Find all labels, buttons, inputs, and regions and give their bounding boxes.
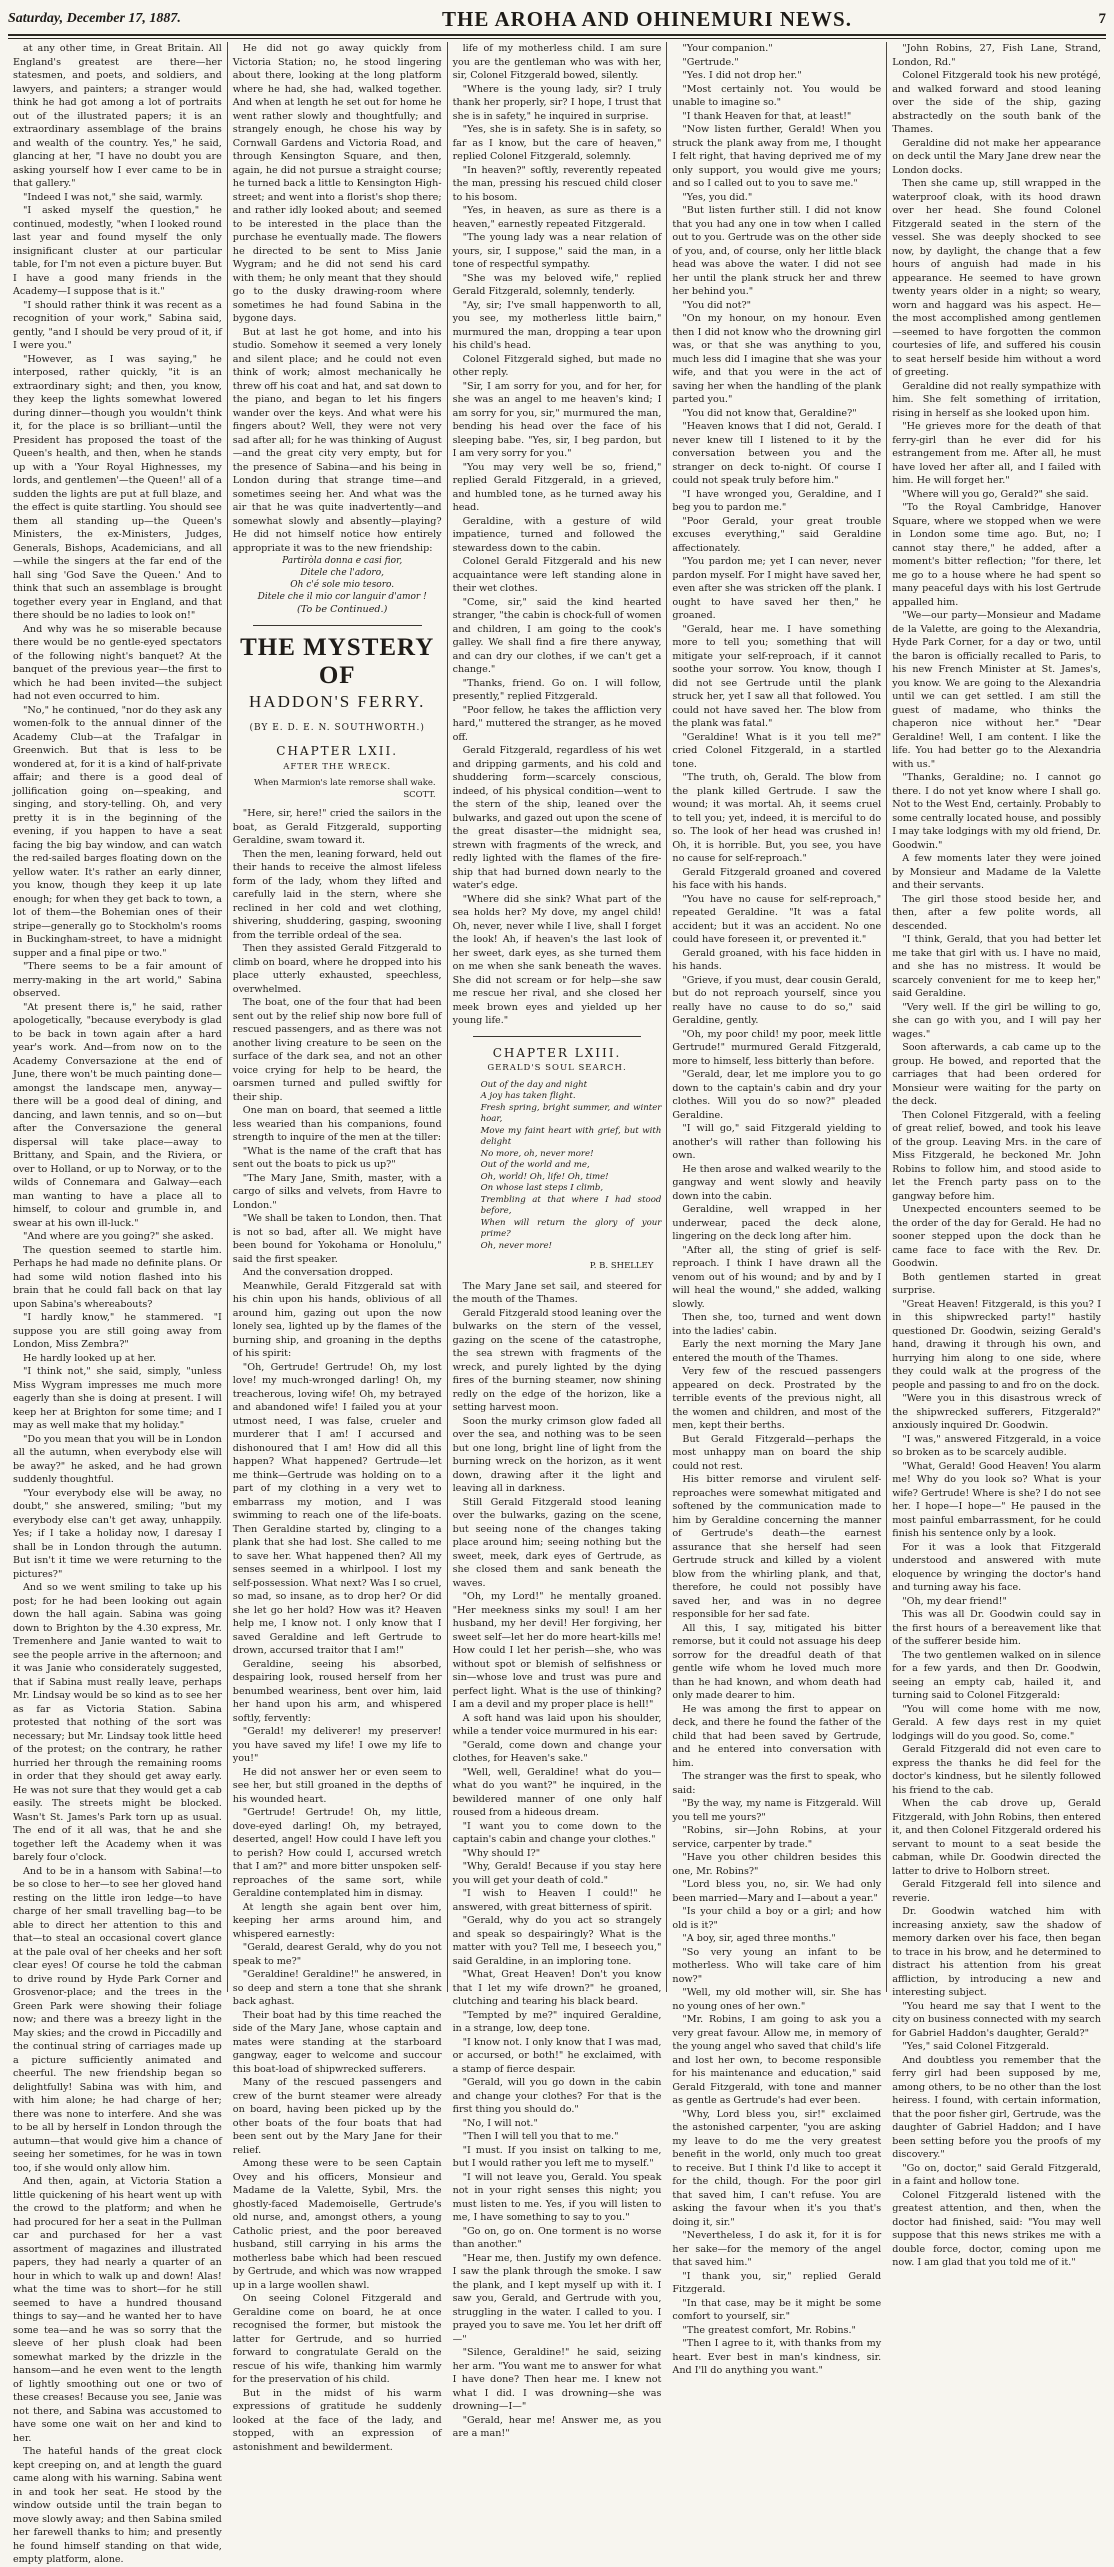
paragraph: "Then I will tell you that to me.": [462, 2131, 619, 2142]
paragraph: But Gerald Fitzgerald—perhaps the most unhappy man on board the ship could not rest.: [672, 1433, 882, 1472]
paragraph: "Gerald, will you go down in the cabin and change your clothes? For that is the first thing you should do.": [452, 2077, 662, 2115]
paragraph: "In that case, may be it might be some comfort to yourself, sir.": [672, 2297, 882, 2322]
paragraph: Fresh spring, bright summer, and winter hoar,: [480, 1102, 662, 1124]
paragraph: "Robins, sir—John Robins, at your service, carpenter by trade.": [672, 1825, 882, 1850]
to-be-continued: (To be Continued.): [297, 604, 388, 615]
paragraph: He was among the first to appear on deck, and there he found the father of the child that had been saved by Gertrude, and he entered into conversation with him.: [672, 1703, 882, 1769]
paragraph: "I should rather think it was recent as a recognition of your work," Sabina said, gently, "and I should be very proud of it, if I were you.": [13, 299, 222, 351]
column-3: [448, 42, 668, 2439]
paragraph: At length she again bent over him, keeping her arms around him, and whispered earnestly:: [232, 1901, 442, 1940]
paragraph: And then, again, at Victoria Station a little quickening of his heart went up with the crowd to the platform; and when he had procured for her a seat in the Pullman car and purchased for her a vast assortment of magazines and illustrated papers, they had nearly a quarter of an hour in which to walk up and down! Alas! what the time was to short—for he still seemed to have a hundred thousand things to say—and he wanted her to have some tea—and he was so sorry that the sleeve of her plush cloak had been somewhat marked by the drizzle in the hansom—and he even went to the length of lightly smoothing out one or two of these creases! Because you see, Janie was not there, and Sabina was accustomed to have some one wait on her and kind to her.: [13, 2176, 222, 2444]
paragraph: "Oh, my Lord!" he mentally groaned. "Her meekness sinks my soul! I am her husband, my her devil! Her forgiving, her sweet self—let her do more heart-kills me! How could I let her perish—she, who was without spot or blemish of selfishness or sin—whose love and trust was pure and perfect light. What is the use of thinking? I am a devil and my proper place is hell!": [452, 1591, 662, 1710]
paragraph: "She was my beloved wife," replied Gerald Fitzgerald, solemnly, tenderly.: [452, 272, 662, 297]
chapter-heading: CHAPTER LXII.: [276, 744, 399, 758]
paragraph: "Yes, she is in safety. She is in safety, so far as I know, but the care of heaven," replied Colonel Fitzgerald, solemnly.: [452, 124, 662, 162]
paragraph: Partiròla donna e casi fior,: [282, 556, 403, 566]
paragraph: Gerald Fitzgerald did not even care to express the thanks he did feel for the doctor's kindness, but he silently followed his friend to the cab.: [892, 1744, 1101, 1796]
paragraph: He did not answer her or even seem to see her, but still groaned in the depths of his wounded heart.: [232, 1766, 442, 1805]
paragraph: Move my faint heart with grief, but with delight: [480, 1125, 662, 1147]
paragraph: "At present there is," he said, rather apologetically, "because everybody is glad to be back in town again after a hard year's work. And—from now on to the Academy Conversazione at the end of June, there won't be much painting done—amongst the landscape men, anyway—there will be a good deal of dining, and dancing, and lawn tennis, and so on—but after the Conversazione the general dispersal will take place—away to Brittany, and Spain, and the Riviera, or over to Holland, or up to Norway, or to the wilds of Connemara and Galway—each man wanting to have a place all to himself, to colour and grumble in, and swear at his own ill-luck.": [13, 1001, 222, 1229]
paragraph: "Yes," said Colonel Fitzgerald.: [902, 2041, 1050, 2052]
paragraph: Early the next morning the Mary Jane entered the mouth of the Thames.: [672, 1339, 882, 1364]
paragraph: "What, Gerald! Good Heaven! You alarm me! Why do you look so? What is your wife? Gertrude! Where is she? I do not see her. I hope—I hope—" He paused in the most painful embarrassment, for he could finish his sentence only by a look.: [892, 1460, 1101, 1539]
paragraph: "Gerald, why do you act so strangely and speak so despairingly? What is the matter with you? Tell me, I beseech you," said Geraldine, in an imploring tone.: [452, 1915, 662, 1967]
paragraph: "Why, Gerald! Because if you stay here you will get your death of cold.": [452, 1861, 662, 1886]
page-number: 7: [1098, 10, 1106, 27]
paragraph: But in the midst of his warm expressions of gratitude he suddenly looked at the face of the lady, and stopped, with an expression of astonishment and bewilderment.: [232, 2387, 442, 2453]
paragraph: "There seems to be a fair amount of merry-making in the art world," Sabina observed.: [13, 961, 222, 999]
paragraph: Dr. Goodwin watched him with increasing anxiety, saw the shadow of memory darken over his face, then began to trace in his brow, and he determined to distract his attention from his great affliction, by introducing a new and interesting subject.: [892, 1906, 1101, 1998]
paragraph: "You did not know that, Geraldine?": [682, 407, 857, 419]
paragraph: "I hardly know," he stammered. "I suppose you are still going away from London, Miss Zembra?": [13, 1312, 222, 1350]
paragraph: "You may very well be so, friend," replied Gerald Fitzgerald, in a grieved, and humbled tone, as he turned away his head.: [452, 461, 662, 513]
paragraph: And why was he so miserable because there would be no gentle-eyed spectators of the following night's banquet? At the banquet of the previous year—the first to which he had been invited—the subject had not even occurred to him.: [13, 623, 222, 702]
paragraph: "Gerald, dearest Gerald, why do you not speak to me?": [232, 1942, 442, 1967]
paragraph: "What, Great Heaven! Don't you know that I let my wife drown?" he groaned, clutching and tearing his black beard.: [452, 1969, 662, 2007]
paragraph: "Tempted by me?" inquired Geraldine, in a strange, low, deep tone.: [452, 2009, 662, 2034]
paragraph: "Grieve, if you must, dear cousin Gerald, but do not reproach yourself, since you really have no cause to do so," said Geraldine, gently.: [672, 974, 882, 1026]
chapter-heading-2: CHAPTER LXIII.: [492, 1045, 622, 1060]
paragraph: "Is your child a boy or a girl; and how old is it?": [672, 1906, 882, 1931]
paragraph: "Indeed I was not," she said, warmly.: [23, 191, 203, 203]
paragraph: Geraldine did not make her appearance on deck until the Mary Jane drew near the London docks.: [892, 137, 1101, 176]
column-5: [887, 42, 1106, 2268]
paragraph: "Where is the young lady, sir? I truly thank her properly, sir? I hope, I trust that she is in safety," he inquired in surprise.: [452, 83, 662, 122]
paragraph: "You did not?": [682, 299, 752, 311]
paragraph: The Mary Jane set sail, and steered for the mouth of the Thames.: [452, 1280, 662, 1305]
paragraph: Geraldine, with a gesture of wild impatience, turned and followed the stewardess down to the cabin.: [452, 515, 662, 554]
paragraph: "Sir, I am sorry for you, and for her, for she was an angel to me heaven's kind; I am sorry for you, sir," murmured the man, bending his head over the face of his sleeping babe. "Yes, sir, I beg pardon, but I am very sorry for you.": [452, 380, 662, 459]
paragraph: "Go on, go on. One torment is no worse than another.": [452, 2225, 662, 2250]
paragraph: A joy has taken flight.: [480, 1091, 576, 1101]
paragraph: "Poor Gerald, your great trouble excuses everything," said Geraldine affectionately.: [672, 515, 882, 554]
paragraph: Then they assisted Gerald Fitzgerald to climb on board, where he dropped into his place utterly exhausted, speechless, overwhelmed.: [232, 943, 442, 995]
paragraph: "Very well. If the girl be willing to go, she can go with you, and I will pay her wages.": [892, 1001, 1101, 1040]
paragraph: "Do you mean that you will be in London all the autumn, when everybody else will be away?" he asked, and he had grown suddenly thoughtful.: [13, 1433, 222, 1485]
paragraph: "And where are you going?" she asked.: [23, 1231, 214, 1242]
paragraph: And to be in a hansom with Sabina!—to be so close to her—to see her gloved hand resting on the little iron ledge—to have charge of her small travelling bag—to be able to direct her attention to this and that—to steal an occasional covert glance at the pale oval of her cheeks and her soft clear eyes! Of course he told the cabman to drive round by Hyde Park Corner and Grosvenor-place; and the trees in the Green Park were showing their foliage now; and there was a breezy light in the May skies; and the crowd in Piccadilly and the continual string of carriages made up a picture sufficiently animated and cheerful. The new friendship began so delightfully! Sabina was with him, and with him alone; he had charge of her; there was none to interfere. And she was to be all by herself in London through the autumn—that would give him a chance of seeing her sometimes, for he was in town too, if she would only allow him.: [13, 1865, 222, 2174]
paragraph: Colonel Fitzgerald listened with the greatest attention, and then, when the doctor had finished, said: "You may well suppose that this news strikes me with a double force, doctor, coming upon me now. I am glad that you told me of it.": [892, 2189, 1101, 2268]
paragraph: A soft hand was laid upon his shoulder, while a tender voice murmured in his ear:: [452, 1712, 662, 1737]
paragraph: And so we went smiling to take up his post; for he had been looking out again down the hall again. Sabina was going down to Brighton by the 4.30 express, Mr. Tremenhere and Janie wanted to wait to see the people arrive in the afternoon; and it was Janie who considerately suggested, that if Sabina must really leave, perhaps Mr. Lindsay would be so kind as to see her as far as Victoria Station. Sabina protested that nothing of the sort was necessary; but Mr. Lindsay took little heed of the protest; on the contrary, he rather hurried her through the remaining rooms in order that they should get away early. He was not sure that they would get a cab easily. The streets might be blocked. Wasn't St. James's Park torn up as usual. The end of it all was, that he and she together left the Academy when it was barely four o'clock.: [13, 1582, 222, 1863]
masthead-rule: [8, 38, 1106, 39]
paragraph: "Well, well, Geraldine! what do you—what do you want?" he inquired, in the bewildered manner of one only half roused from a hideous dream.: [452, 1766, 662, 1818]
paragraph: And the conversation dropped.: [242, 1267, 394, 1278]
paragraph: "On my honour, on my honour. Even then I did not know who the drowning girl was, or that she was anything to you, much less did I imagine that she was your wife, and that you were in the act of saving her when the handling of the plank parted you.": [672, 313, 882, 405]
serial-text-col3-top: [453, 42, 662, 1028]
paragraph: Gerald Fitzgerald fell into silence and reverie.: [892, 1879, 1101, 1904]
paragraph: The two gentlemen walked on in silence for a few yards, and then Dr. Goodwin, seeing an empty cab, hailed it, and turning said to Colonel Fitzgerald:: [892, 1649, 1101, 1701]
paragraph: "You pardon me; yet I can never, never pardon myself. For I might have saved her, even after she was stricken off the plank. I ought to have saved her then," he groaned.: [672, 556, 882, 621]
paragraph: "Geraldine! What is it you tell me?" cried Colonel Fitzgerald, in a startled tone.: [672, 731, 882, 770]
paragraph: And doubtless you remember that the ferry girl had been supposed by me, among others, to be no other than the lost heiress. I found, with certain information, that the poor fisher girl, Gertrude, was the daughter of Gabriel Haddon; and I have been setting before you the proofs of my discovery.": [892, 2054, 1101, 2160]
paragraph: A few moments later they were joined by Monsieur and Madame de la Valette and their servants.: [892, 853, 1101, 891]
paragraph: "After all, the sting of grief is self-reproach. I think I have drawn all the venom out of his wound; and by and by I will heal the wound," she added, walking slowly.: [672, 1244, 882, 1310]
story-byline: (BY E. D. E. N. SOUTHWORTH.): [249, 722, 425, 733]
paragraph: "I will go," said Fitzgerald yielding to another's will rather than following his own.: [672, 1123, 882, 1161]
paragraph: "I thank Heaven for that, at least!": [682, 110, 852, 122]
paragraph: "Go on, doctor," said Gerald Fitzgerald, in a faint and hollow tone.: [892, 2162, 1101, 2187]
paragraph: "Well, my old mother will, sir. She has no young ones of her own.": [672, 1987, 882, 2012]
paragraph: "I thank you, sir," replied Gerald Fitzgerald.: [672, 2270, 882, 2295]
story-subtitle: HADDON'S FERRY.: [249, 691, 426, 711]
paragraph: "Great Heaven! Fitzgerald, is this you? I in this shipwrecked party!" hastily questioned Dr. Goodwin, seizing Gerald's hand, drawing it through his own, and hurrying him along to one side, where they could walk at the progress of the people and passing to and fro on the dock.: [892, 1298, 1101, 1391]
paragraph: "I think not," she said, simply, "unless Miss Wygram impresses me much more eagerly than she is doing at present. I will keep her at Brighton for some time; and I may as well make that my holiday.": [13, 1366, 222, 1431]
paragraph: "Ay, sir; I've small happenworth to all, you see, my motherless little bairn," murmured the man, dropping a tear upon his child's head.: [452, 299, 662, 351]
paragraph: Gerald groaned, with his face hidden in his hands.: [672, 947, 882, 972]
paragraph: "Lord bless you, no, sir. We had only been married—Mary and I—about a year.": [672, 1879, 882, 1904]
paragraph: "Geraldine! Geraldine!" he answered, in so deep and stern a tone that she shrank back aghast.: [232, 1969, 442, 2007]
column-4: [667, 42, 887, 2376]
paragraph: This was all Dr. Goodwin could say in the first hours of a bereavement like that of the sufferer beside him.: [892, 1609, 1101, 1647]
serial-text-col4: [672, 42, 881, 2378]
paragraph: "I will not leave you, Gerald. You speak not in your right senses this night; you must listen to me. Yes, if you will listen to me, I have something to say to you.": [452, 2171, 662, 2223]
paragraph: Oh c'é sole mio tesoro.: [290, 580, 395, 590]
paragraph: "I was," answered Fitzgerald, in a voice so broken as to be scarcely audible.: [892, 1433, 1101, 1458]
serial-text-col5: [892, 42, 1101, 2270]
paragraph: The hateful hands of the great clock kept creeping on, and at length the guard came along with his warning. Sabina went in and took her seat. He stood by the window outside until the train began to move slowly away; and then Sabina smiled her farewell thanks to him; and presently he found himself standing on that wide, empty platform, alone.: [13, 2446, 222, 2565]
paragraph: He then arose and walked wearily to the gangway and went slowly and heavily down into the cabin.: [672, 1163, 882, 1202]
serial-text-col2-bottom: [233, 807, 442, 2454]
paragraph: "Nevertheless, I do ask it, for it is for her sake—for the memory of the angel that saved him.": [672, 2230, 882, 2268]
paragraph: "I have wronged you, Geraldine, and I beg you to pardon me.": [672, 488, 882, 513]
paragraph: "Now listen further, Gerald! When you struck the plank away from me, I thought I felt right, that having deprived me of my only support, you would give me yours; and so I called out to you to save me.": [672, 124, 882, 189]
paragraph: "Heaven knows that I did not, Gerald. I never knew till I listened to it by the conversation between you and the stranger on deck to-night. Of course I could not speak truly before him.": [672, 421, 882, 486]
paragraph: Gerald Fitzgerald, regardless of his wet and dripping garments, and his cold and shuddering form—scarcely conscious, indeed, of his physical condition—went to the stern of the ship, leaned over the bulwarks, and gazed out upon the scene of the great disaster—the midnight sea, strewn with fragments of the wreck, and redly lighted with the flames of the fire-ship that had burned down nearly to the water's edge.: [452, 745, 662, 891]
paragraph: "You will come home with me now, Gerald. A few days rest in my quiet lodgings will do you good. So, come.": [892, 1703, 1101, 1742]
paragraph: When will return the glory of your prime?: [480, 1217, 662, 1239]
paragraph: "Oh, Gertrude! Gertrude! Oh, my lost love! my much-wronged darling! Oh, my treacherous, loving wife! Oh, my betrayed and abandoned wife! I failed you at your utmost need, I was false, crueler and murderer that I am! I accursed and dishonoured that I am! How did all this happen? What happened? Gertrude—let me think—Gertrude was holding on to a part of my clothing in a very wet to embarrass my motion, and I was swimming to reach one of the life-boats. Then Geraldine started by, clinging to a plank that she had lost. She called to me to save her. What happened then? All my senses seemed in a whirlpool. I lost my self-possession. What next? Was I so cruel, so mad, so insane, as to drop her? Or did she let go her hold? How was it? Heaven help me, I know not. I only know that I saved Geraldine and left Gertrude to drown, accursed traitor that I am!": [232, 1361, 442, 1656]
paragraph: "Gerald! my deliverer! my preserver! you have saved my life! I owe my life to you!": [232, 1726, 442, 1764]
paragraph: He hardly looked up at her.: [23, 1352, 156, 1364]
paragraph: The boat, one of the four that had been sent out by the relief ship now bore full of rescued passengers, and as there was not another living creature to be seen on the surface of the dark sea, and not an other voice crying for help to be heard, the oarsmen turned and pulled swiftly for their ship.: [232, 997, 442, 1103]
paragraph: "Oh, my dear friend!": [902, 1595, 1007, 1607]
paragraph: Their boat had by this time reached the side of the Mary Jane, whose captain and mates were standing at the starboard gangway, eager to welcome and succour this boat-load of shipwrecked sufferers.: [232, 2009, 442, 2075]
paragraph: Then she came up, still wrapped in the waterproof cloak, with its hood drawn over her head. She found Colonel Fitzgerald seated in the stern of the vessel. She was deeply shocked to see now, by daylight, the change that a few hours of anguish had made in his appearance. He seemed to have grown twenty years older in a night; so weary, worn and haggard was his aspect. He—the most accomplished among gentlemen—seemed to have forgotten the common courtesies of life, and suffered his cousin to seat herself beside him without a word of greeting.: [892, 178, 1101, 378]
paragraph: "Come, sir," said the kind hearted stranger, "the cabin is chock-full of women and children, I am going to the cook's galley. We shall find a fire there anyway, and can dry our clothes, if we can't get a change.": [452, 596, 662, 675]
paragraph: "Gerald, hear me! Answer me, as you are a man!": [452, 2414, 662, 2439]
paragraph: Gerald Fitzgerald groaned and covered his face with his hands.: [672, 866, 882, 891]
poem-attribution: P. B. SHELLEY: [589, 1261, 654, 1271]
paragraph: When the cab drove up, Gerald Fitzgerald, with John Robins, then entered it, and then Colonel Fitzgerald ordered his servant to mount to a seat beside the cabman, while Dr. Goodwin directed the latter to drive to Holborn street.: [892, 1798, 1101, 1877]
serial-text-col2-top: [233, 42, 442, 555]
paragraph: Then Colonel Fitzgerald, with a feeling of great relief, bowed, and took his leave of the group. Leaving Mrs. in the care of Miss Fitzgerald, he beckoned Mr. John Robins to follow him, and stood aside to let the French party pass on to the gangway before him.: [892, 1109, 1101, 1202]
chapter-divider: [473, 1036, 642, 1037]
paragraph: The question seemed to startle him. Perhaps he had made no definite plans. Or had some wild notion flashed into his brain that he could fall back on that lay upon Sabina's whereabouts?: [13, 1244, 222, 1310]
chapter-epigraph: [233, 778, 442, 801]
paragraph: "By the way, my name is Fitzgerald. Will you tell me yours?": [672, 1798, 882, 1823]
paragraph: life of my motherless child. I am sure you are the gentleman who was with her, sir, Colonel Fitzgerald bowed, silently.: [452, 43, 662, 81]
paragraph: "Thanks, friend. Go on. I will follow, presently," replied Fitzgerald.: [452, 677, 662, 702]
paragraph: "Gerald, come down and change your clothes, for Heaven's sake.": [452, 1739, 662, 1764]
paragraph: "Oh, my poor child! my poor, meek little Gertrude!" murmured Gerald Fitzgerald, more to himself, less bitterly than before.: [672, 1028, 882, 1067]
paragraph: Among these were to be seen Captain Ovey and his officers, Monsieur and Madame de la Valette, Sybil, Mrs. the ghostly-faced Mademoiselle, Gertrude's old nurse, and, amongst others, a young Catholic priest, and the poor bereaved husband, still carrying in his arms the motherless babe which had been rescued by Gertrude, and which was now wrapped up in a large woollen shawl.: [232, 2158, 442, 2291]
paragraph: "Have you other children besides this one, Mr. Robins?": [672, 1852, 882, 1877]
paragraph: The girl those stood beside her, and then, after a few polite words, all descended.: [892, 893, 1101, 932]
paragraph: "No, I will not.": [462, 2117, 538, 2129]
paragraph: "You heard me say that I went to the city on business connected with my search for Gabriel Haddon's daughter, Gerald?": [892, 2000, 1101, 2039]
paragraph: Colonel Fitzgerald sighed, but made no other reply.: [452, 353, 662, 378]
paragraph: Colonel Fitzgerald took his new protégé, and walked forward and stood leaning over the side of the ship, gazing abstractedly on the south bank of the Thames.: [892, 70, 1101, 135]
paragraph: "John Robins, 27, Fish Lane, Strand, London, Rd.": [892, 43, 1101, 68]
paragraph: Many of the rescued passengers and crew of the burnt steamer were already on board, having been picked up by the other boats of the four boats that had been sent out by the Mary Jane for their relief.: [232, 2077, 442, 2156]
paragraph: Out of the day and night: [480, 1079, 588, 1090]
columns: [8, 42, 1106, 2565]
paragraph: "Mr. Robins, I am going to ask you a very great favour. Allow me, in memory of the young angel who saved that child's life and lost her own, to become responsible for his maintenance and education," said Gerald Fitzgerald, with tone and manner as gentle as Gertrude's had ever been.: [672, 2014, 882, 2106]
paragraph: Trembling at that where I had stood before,: [480, 1194, 662, 1216]
paragraph: "Where did she sink? What part of the sea holds her? My dove, my angel child! Oh, never, never while I live, shall I forget the look! Ah, if heaven's the last look of her sweet, dark eyes, as she turned them on me when she sank beneath the waves. She did not scream or for help—she saw me rescue her rival, and she closed her meek brown eyes and yielded up her young life.": [452, 893, 662, 1026]
paragraph: "To the Royal Cambridge, Hanover Square, where we stopped when we were in London some time ago. But, no; I cannot stay there," he added, after a moment's bitter reflection; "for there, let me go to a house where he had spent so many peaceful days with his lost Gertrude appalled him.: [892, 502, 1101, 608]
paragraph: at any other time, in Great Britain. All England's greatest are there—her statesmen, and poets, and soldiers, and lawyers, and painters; a stranger would think he had got among a lot of portraits out of the illustrated papers; it is an extraordinary assemblage of the brains and wealth of the country. Yes," he said, glancing at her, "I have no doubt you are asking yourself how I ever came to be in that gallery.": [13, 43, 222, 189]
paragraph: "Most certainly not. You would be unable to imagine so.": [672, 83, 882, 108]
paragraph: "Poor fellow, he takes the affliction very hard," muttered the stranger, as he moved off.: [452, 704, 662, 743]
paragraph: "I know not. I only know that I was mad, or accursed, or both!" he exclaimed, with a stamp of fierce despair.: [452, 2036, 662, 2075]
paragraph: Geraldine did not really sympathize with him. She felt something of irritation, rising in herself as she looked upon him.: [892, 380, 1101, 419]
paragraph: "I asked myself the question," he continued, modestly, "when I looked round last year and found myself the only insignificant cluster at our particular table, for I'm not even a picture buyer. But I have a good many friends in the Academy—I suppose that is it.": [13, 205, 222, 297]
paragraph: "Yes, in heaven, as sure as there is a heaven," earnestly repeated Fitzgerald.: [452, 205, 662, 230]
section-divider: [253, 625, 422, 626]
italian-verse: [233, 555, 442, 603]
paragraph: "What is the name of the craft that has sent out the boats to pick us up?": [232, 1145, 442, 1170]
paragraph: Very few of the rescued passengers appeared on deck. Prostrated by the terrible events of the previous night, all the women and children, and most of the men, kept their berths.: [672, 1366, 882, 1431]
paragraph: "I think, Gerald, that you had better let me take that girl with us. I have no maid, and she has no mistress. It would be scarcely convenient for me to keep her," said Geraldine.: [892, 934, 1101, 999]
paragraph: Meanwhile, Gerald Fitzgerald sat with his chin upon his hands, oblivious of all around him, gazing out upon the now lonely sea, lighted up by the flames of the burning ship, and groaning in the depths of his spirit:: [232, 1280, 442, 1359]
paragraph: "Gerald, hear me. I have something more to tell you; something that will mitigate your self-reproach, if it cannot soothe your sorrow. You know, though I did not see Gertrude until the plank struck her, yet I saw all that followed. You could not have saved her. The blow from the plank was fatal.": [672, 623, 882, 729]
column-2: [228, 42, 448, 2453]
paragraph: Ditele che il mio cor languir d'amor !: [257, 592, 427, 602]
paragraph: "Here, sir, here!" cried the sailors in the boat, as Gerald Fitzgerald, supporting Geraldine, swam toward it.: [232, 808, 442, 846]
paragraph: "He grieves more for the death of that ferry-girl than he ever did for his estrangement from me. After all, he must have loved her after all, and I failed with him. He will forget her.": [892, 421, 1101, 486]
paragraph: "I must. If you insist on talking to me, but I would rather you left me to myself.": [452, 2144, 662, 2169]
paragraph: For it was a look that Fitzgerald understood and answered with mute eloquence by wringing the doctor's hand and turning away his face.: [892, 1541, 1101, 1593]
paragraph: The stranger was the first to speak, who said:: [672, 1771, 882, 1796]
paragraph: Colonel Gerald Fitzgerald and his new acquaintance were left standing alone in their wet clothes.: [452, 556, 662, 594]
newspaper-title: THE AROHA AND OHINEMURI NEWS.: [442, 6, 852, 31]
paragraph: Oh, world! Oh, life! Oh, time!: [480, 1171, 609, 1182]
paragraph: "However, as I was saying," he interposed, rather quickly, "it is an extraordinary sight; and then, you know, they keep the lights somewhat lowered during dinner—though you wouldn't think it, for the place is so brilliant—until the President has proposed the toast of the Queen's health, and then, when he stands up with a 'Your Royal Highnesses, my lords, and gentlemen'—the Queen!' all of a sudden the lights are put at full blaze, and the effect is quite startling. You should see them all standing up—the Queen's Ministers, the ex-Ministers, Judges, Generals, Bishops, Academicians, and all—while the singers at the far end of the hall sing 'God Save the Queen.' And to think that such an assemblage is brought together every year in England, and that there should be no ladies to look on!": [13, 353, 222, 621]
paragraph: On whose last steps I climb,: [480, 1183, 604, 1193]
serial-text-col1: [13, 42, 222, 2567]
paragraph: "Gertrude.": [682, 56, 739, 68]
paragraph: "Where will you go, Gerald?" she said.: [902, 488, 1089, 500]
column-1: [8, 42, 228, 2565]
paragraph: "We shall be taken to London, then. That is not so bad, after all. We might have been bound for Yokohama or Honolulu," said the first speaker.: [232, 1213, 442, 1265]
paragraph: "So very young an infant to be motherless. Who will take care of him now?": [672, 1946, 882, 1985]
paragraph: "Yes. I did not drop her.": [682, 70, 802, 81]
paragraph: Then she, too, turned and went down into the ladies' cabin.: [672, 1312, 882, 1337]
paragraph: Ditele che l'adoro,: [300, 568, 384, 578]
paragraph: Geraldine, seeing his absorbed, despairing look, roused herself from her benumbed weariness, bent over him, laid her hand upon his arm, and whispered softly, fervently:: [232, 1658, 442, 1724]
paragraph: "Then I agree to it, with thanks from my heart. Ever best in man's kindness, sir. And I'll do anything you want.": [672, 2338, 882, 2376]
paragraph: "But listen further still. I did not know that you had any one in tow when I called out to you. Gertrude was on the other side of you, and, of course, only her little black head was above the water. I did not see her until the plank struck her and threw her behind you.": [672, 205, 882, 297]
paragraph: "We—our party—Monsieur and Madame de la Valette, are going to the Alexandria, Hyde Park Corner, for a day or two, until the baron is officially recalled to Paris, to his new French Minister at St. James's, you know. We are going to the Alexandria until we can get settled. I am still the guest of madame, who thinks the chaperon nice without her." "Dear Geraldine! Well, I am content. I like the life. You had better go to the Alexandria with us.": [892, 610, 1101, 770]
paragraph: "The young lady was a near relation of yours, sir, I suppose," said the man, in a tone of respectful sympathy.: [452, 232, 662, 270]
paragraph: "I wish to Heaven I could!" he answered, with great bitterness of spirit.: [452, 1888, 662, 1913]
paragraph: "Your everybody else will be away, no doubt," she answered, smiling; "but my everybody else can't get away, unhappily. Yes; if I take a holiday now, I daresay I shall be in London through the autumn. But isn't it time we were returning to the pictures?": [13, 1487, 222, 1580]
paragraph: "A boy, sir, aged three months.": [682, 1933, 836, 1944]
chapter-poem: [453, 1080, 662, 1253]
paragraph: "Thanks, Geraldine; no. I cannot go there. I do not yet know where I shall go. Not to the West End, certainly. Probably to some centrally located house, and possibly I may take lodgings with my old friend, Dr. Goodwin.": [892, 772, 1101, 851]
paragraph: On seeing Colonel Fitzgerald and Geraldine come on board, he at once recognised the former, but mistook the latter for Gertrude, and so hurried forward to congratulate Gerald on the rescue of his wife, thanking him warmly for the preservation of his child.: [232, 2293, 442, 2385]
paragraph: "Why, Lord bless you, sir!" exclaimed the astonished carpenter, "you are asking my leave to do me the very greatest benefit in the world, only much too great to receive. But I think I'd like to accept it for the child, though. For the poor girl that saved him, I can't refuse. You are asking the favour when it's you that's doing it, sir.": [672, 2108, 882, 2228]
issue-date: Saturday, December 17, 1887.: [8, 11, 181, 26]
paragraph: Both gentlemen started in great surprise.: [892, 1271, 1101, 1296]
paragraph: "You have no cause for self-reproach," repeated Geraldine. "It was a fatal accident; but it was an accident. No one could have foreseen it, or prevented it.": [672, 893, 882, 945]
chapter-subheading: AFTER THE WRECK.: [283, 761, 392, 772]
story-title: THE MYSTERY OF: [240, 633, 435, 689]
paragraph: "No," he continued, "nor do they ask any women-folk to the annual dinner of the Academy Club—at the Trafalgar in Greenwich. But that is less to be wondered at, for it is a kind of half-private affair; and there is a good deal of jollification going on—speaking, and singing, and story-telling. Oh, and very pretty it is in the beginning of the evening, if you happen to have a seat facing the big bay window, and can watch the red-sailed barges floating down on the yellow water. It's rather an early dinner, you know, though they keep it up late enough; for when they get back to town, a lot of them—the Bohemian ones of their stripe—generally go to Stockholm's rooms in Buckingham-street, to have a midnight supper and a final pipe or two.": [13, 704, 222, 959]
epigraph-attribution: SCOTT.: [403, 789, 436, 800]
paragraph: No more, oh, never more!: [480, 1148, 594, 1159]
paragraph: Unexpected encounters seemed to be the order of the day for Gerald. He had no sooner stepped upon the dock than he came face to face with the Rev. Dr. Goodwin.: [892, 1204, 1101, 1269]
paragraph: Soon the murky crimson glow faded all over the sea, and nothing was to be seen but one long, bright line of light from the burning wreck on the horizon, as it went down, drawing after it the light and leaving all in darkness.: [452, 1415, 662, 1494]
paragraph: Geraldine, well wrapped in her underwear, paced the deck alone, lingering on the deck long after him.: [672, 1204, 882, 1242]
paragraph: Soon afterwards, a cab came up to the group. He bowed, and reported that the carriages that had been ordered for Monsieur were waiting for the party on the deck.: [892, 1042, 1101, 1107]
paragraph: "Gerald, dear, let me implore you to go down to the captain's cabin and dry your clothes. Will you do so now?" pleaded Geraldine.: [672, 1069, 882, 1121]
paragraph: Still Gerald Fitzgerald stood leaning over the bulwarks, gazing on the scene, but seeing none of the changes taking place around him; seeing nothing but the sweet, meek, dark eyes of Gertrude, as she closed them and sank beneath the waves.: [452, 1496, 662, 1589]
paragraph: Gerald Fitzgerald stood leaning over the bulwarks on the stern of the vessel, gazing on the scene of the catastrophe, the sea strewn with fragments of the wreck, and purely lighted by the dying fires of the burning steamer, now shining redly on the edge of the horizon, like a setting harvest moon.: [452, 1307, 662, 1413]
paragraph: Out of the world and me,: [480, 1160, 590, 1170]
paragraph: Oh, never more!: [480, 1240, 553, 1251]
paragraph: Then the men, leaning forward, held out their hands to receive the almost lifeless form of the lady, whom they lifted and carefully laid in the stern, where she reclined in her cold and wet clothing, shivering, shuddering, gasping, swooning from the terrible ordeal of the sea.: [232, 848, 442, 941]
paragraph: One man on board, that seemed a little less wearied than his companions, found strength to inquire of the men at the tiller:: [232, 1105, 442, 1143]
paragraph: "Your companion.": [682, 43, 773, 54]
paragraph: "Silence, Geraldine!" he said, seizing her arm. "You want me to answer for what I have done? Then hear me. I knew not what I did. I was drowning—she was drowning—I—": [452, 2347, 662, 2412]
paragraph: "Yes, you did.": [682, 191, 753, 203]
paragraph: "Hear me, then. Justify my own defence. I saw the plank through the smoke. I saw the plank, and I kept myself up with it. I saw you, Gerald, and Gertrude with you, struggling in the water. I called to you. I prayed you to save me. You let her drift off—": [452, 2252, 662, 2345]
paragraph: "In heaven?" softly, reverently repeated the man, pressing his rescued child closer to his bosom.: [452, 164, 662, 203]
chapter-subheading-2: GERALD'S SOUL SEARCH.: [487, 1063, 627, 1073]
paragraph: He did not go away quickly from Victoria Station; no, he stood lingering about there, looking at the long platform where he had, she had, walked together. And when at length he set out for home he went rather slowly and thoughtfully; and strangely enough, he chose his way by Cornwall Gardens and Victoria Road, and through Kensington Square, and then, again, he did not pursue a straight course; he turned back a little to Kensington High-street; and went into a florist's shop there; and rather idly looked about; and seemed to be interested in the place than the purchase he eventually made. The flowers he directed to be sent to Miss Janie Wygram; and he did not send his card with them; he only meant that they should go to the dusky drawing-room where sometimes he had found Sabina in the bygone days.: [232, 43, 442, 324]
paragraph: But at last he got home, and into his studio. Somehow it seemed a very lonely and silent place; and he could not even think of work; almost mechanically he threw off his coat and hat, and sat down to the piano, and began to let his fingers wander over the keys. And what were his fingers about? Well, they were not very sad after all; for he was thinking of August—and the great city very empty, but for the presence of Sabina—and his being in London during that strange time—and sometimes seeing her. And what was the air that he was quite inadvertently—and somewhat slowly and absently—playing? He did not himself notice how entirely appropriate it was to the new friendship:: [232, 326, 442, 554]
serial-text-col3-bottom: [453, 1280, 662, 2441]
masthead: [8, 4, 1106, 36]
paragraph: "The Mary Jane, Smith, master, with a cargo of silks and velvets, from Havre to London.": [232, 1172, 442, 1211]
paragraph: "The greatest comfort, Mr. Robins.": [682, 2324, 856, 2336]
paragraph: All this, I say, mitigated his bitter remorse, but it could not assuage his deep sorrow for the dreadful death of that gentle wife whom he loved much more than he had known, and whom death had only made dearer to him.: [672, 1622, 882, 1701]
paragraph: "Gertrude! Gertrude! Oh, my little, dove-eyed darling! Oh, my betrayed, deserted, angel! How could I have left you to perish? How could I, accursed wretch that I am?" and more bitter unspoken self-reproaches of the same sort, while Geraldine contemplated him in dismay.: [232, 1807, 442, 1899]
epigraph-text: When Marmion's late remorse shall wake.: [253, 778, 436, 788]
paragraph: "I want you to come down to the captain's cabin and change your clothes.": [452, 1820, 662, 1845]
paragraph: His bitter remorse and virulent self-reproaches were somewhat mitigated and softened by the communication made to him by Geraldine concerning the manner of Gertrude's death—the earnest assurance that she herself had seen Gertrude struck and killed by a violent blow from the whirling plank, and that, therefore, he could not possibly have saved her, and was in no degree responsible for her sad fate.: [672, 1474, 882, 1620]
paragraph: "Were you in this disastrous wreck of the shipwrecked sufferers, Fitzgerald?" anxiously inquired Dr. Goodwin.: [892, 1393, 1101, 1431]
paragraph: "The truth, oh, Gerald. The blow from the plank killed Gertrude. I saw the wound; it was mortal. Ah, it seems cruel to tell you; yet, indeed, it is merciful to do so. The look of her head was crushed in! Oh, it is horrible. But, you see, you have no cause for self-reproach.": [672, 772, 882, 864]
paragraph: "Why should I?": [462, 1847, 541, 1859]
